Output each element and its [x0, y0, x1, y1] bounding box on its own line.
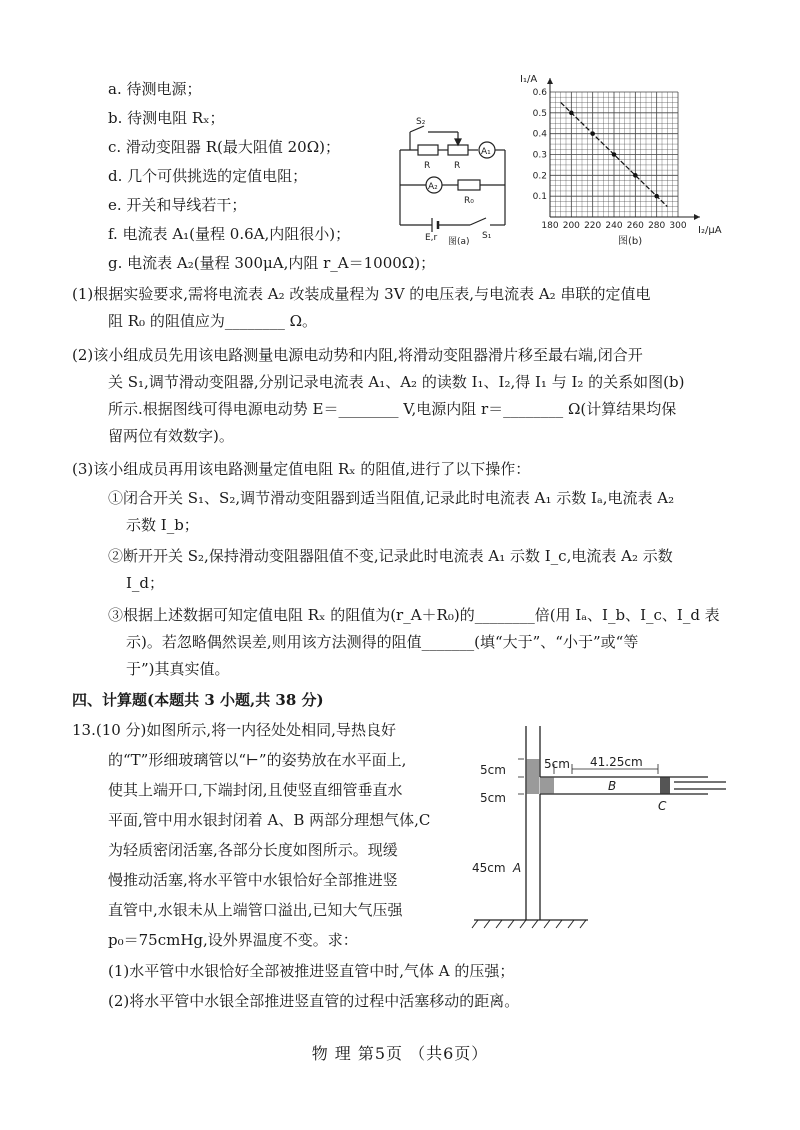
- q13-line: 平面,管中用水银封闭着 A、B 两部分理想气体,C: [108, 811, 431, 829]
- x-tick-label: 300: [669, 221, 687, 231]
- equipment-item: f. 电流表 A₁(量程 0.6A,内阻很小)；: [108, 225, 351, 243]
- circuit-label-r: R: [454, 161, 461, 171]
- q13-line: 13.(10 分)如图所示,将一内径处处相同,导热良好: [72, 721, 396, 739]
- q3-line: 示)。若忽略偶然误差,则用该方法测得的阻值_______(填“大于”、“小于”或“等: [126, 633, 639, 651]
- circuit-diagram: [390, 110, 520, 245]
- q13-line: p₀＝75cmHg,设外界温度不变。求：: [108, 931, 358, 949]
- q3-line: 示数 I_b；: [126, 516, 199, 534]
- q1-line: 阻 R₀ 的阻值应为________ Ω。: [108, 312, 318, 330]
- graph-axes: [547, 78, 700, 220]
- y-tick-label: 0.2: [532, 171, 547, 182]
- graph-caption: 图(b): [618, 236, 643, 247]
- q2-line: (2)该小组成员先用该电路测量电源电动势和内阻,将滑动变阻器滑片移至最右端,闭合开: [72, 346, 643, 364]
- graph-ylabel: I₁/A: [520, 74, 538, 85]
- piston-c: [660, 778, 670, 794]
- q3-line: I_d；: [126, 574, 165, 592]
- y-tick-label: 0.4: [532, 129, 547, 140]
- q13-line: 为轻质密闭活塞,各部分长度如图所示。现缓: [108, 841, 398, 859]
- q2-line: 留两位有效数字)。: [108, 427, 234, 445]
- data-point: [612, 152, 617, 157]
- q3-line: 于”)其真实值。: [126, 660, 230, 678]
- circuit-label-r: R: [424, 161, 431, 171]
- q13-sub-line: (2)将水平管中水银全部推进竖直管的过程中活塞移动的距离。: [108, 992, 520, 1010]
- data-point: [590, 131, 595, 136]
- q3-line: (3)该小组成员再用该电路测量定值电阻 Rₓ 的阻值,进行了以下操作：: [72, 460, 531, 478]
- y-tick-label: 0.1: [532, 192, 547, 203]
- tube-label-5cm: 5cm: [480, 791, 506, 805]
- tube-label-b: B: [608, 779, 617, 793]
- t-tube-diagram: [468, 722, 730, 932]
- mercury-vertical: [527, 759, 540, 794]
- q13-line: 直管中,水银未从上端管口溢出,已知大气压强: [108, 901, 403, 919]
- tube-label-5cm-h: 5cm: [544, 757, 570, 771]
- circuit-label-s2: S₂: [416, 117, 426, 127]
- tube-label-c: C: [658, 799, 667, 813]
- x-tick-label: 200: [562, 221, 580, 231]
- graph-xlabel: I₂/μA: [698, 225, 722, 236]
- y-tick-label: 0.3: [532, 150, 547, 161]
- data-point: [654, 194, 659, 199]
- q1-line: (1)根据实验要求,需将电流表 A₂ 改装成量程为 3V 的电压表,与电流表 A₂ 串联的定值电: [72, 285, 651, 303]
- equipment-item: c. 滑动变阻器 R(最大阻值 20Ω)；: [108, 138, 340, 156]
- q13-sub-line: (1)水平管中水银恰好全部被推进竖直管中时,气体 A 的压强；: [108, 962, 515, 980]
- mercury-horizontal: [540, 778, 554, 794]
- q2-line: 所示.根据图线可得电源电动势 E＝________ V,电源内阻 r＝________ Ω(计算结果均保: [108, 400, 677, 418]
- x-tick-label: 260: [626, 221, 644, 231]
- circuit-caption: 图(a): [448, 237, 470, 245]
- tube-label-5cm: 5cm: [480, 763, 506, 777]
- page-footer: 物 理 第5页 （共6页）: [311, 1044, 489, 1063]
- x-tick-label: 240: [605, 221, 623, 231]
- data-point: [633, 173, 638, 178]
- x-tick-label: 280: [648, 221, 666, 231]
- q2-line: 关 S₁,调节滑动变阻器,分别记录电流表 A₁、A₂ 的读数 I₁、I₂,得 I₁ 与 I₂ 的关系如图(b): [108, 373, 685, 391]
- circuit-label-source: E,r: [425, 233, 438, 243]
- equipment-item: a. 待测电源；: [108, 80, 202, 98]
- equipment-item: g. 电流表 A₂(量程 300μA,内阻 r_A＝1000Ω)；: [108, 254, 436, 272]
- x-tick-label: 180: [541, 221, 559, 231]
- circuit-label-a1: A₁: [481, 147, 491, 157]
- section-heading: 四、计算题(本题共 3 小题,共 38 分): [72, 691, 324, 709]
- tube-label-a: A: [513, 861, 522, 875]
- q3-line: ②断开开关 S₂,保持滑动变阻器阻值不变,记录此时电流表 A₁ 示数 I_c,电流表 A₂ 示数: [108, 547, 673, 565]
- q13-line: 使其上端开口,下端封闭,且使竖直细管垂直水: [108, 781, 403, 799]
- graph-b: [512, 72, 734, 250]
- equipment-item: e. 开关和导线若干；: [108, 196, 247, 214]
- equipment-item: d. 几个可供挑选的定值电阻；: [108, 167, 308, 185]
- circuit-label-r0: R₀: [464, 196, 474, 206]
- y-axis-arrow: [547, 78, 553, 84]
- y-tick-label: 0.5: [532, 108, 547, 119]
- q3-line: ③根据上述数据可知定值电阻 Rₓ 的阻值为(r_A＋R₀)的________倍(用 Iₐ、I_b、I_c、I_d 表: [108, 606, 720, 624]
- tube-label-41-25cm: 41.25cm: [590, 755, 643, 769]
- data-point: [569, 111, 574, 116]
- equipment-item: b. 待测电阻 Rₓ；: [108, 109, 225, 127]
- graph-ticks: [533, 88, 687, 231]
- tube-label-45cm: 45cm: [472, 861, 506, 875]
- circuit-label-a2: A₂: [428, 182, 438, 192]
- q3-line: ①闭合开关 S₁、S₂,调节滑动变阻器到适当阻值,记录此时电流表 A₁ 示数 Iₐ,电流表 A₂: [108, 489, 675, 507]
- y-tick-label: 0.6: [532, 88, 547, 98]
- x-axis-arrow: [694, 214, 700, 220]
- q13-line: 慢推动活塞,将水平管中水银恰好全部推进竖: [108, 871, 398, 889]
- x-tick-label: 220: [584, 221, 602, 231]
- circuit-label-s1: S₁: [482, 231, 492, 241]
- q13-line: 的“T”形细玻璃管以“⊢”的姿势放在水平面上,: [108, 751, 407, 769]
